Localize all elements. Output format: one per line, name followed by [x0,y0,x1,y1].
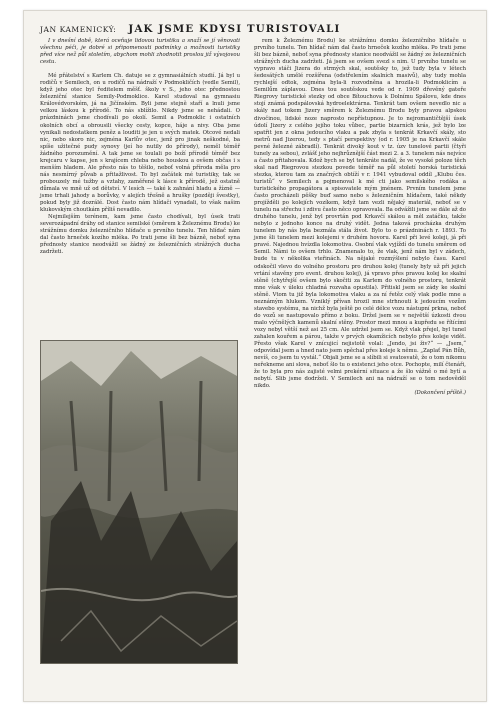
article-header [40,22,470,35]
left-paragraph-2: Nejmilejším terénem, kam jsme často chodívali, byl úsek trati severozápadní dráhy od stanice semilské (směrem k Železnému Brodu) ke strážnímu domku železničního hlídače u prvního tunelu. Ten hlídač nám dal často hrneček kozího mléka. Po trati jsme šli bez bázně, neboť syna přednosty stanice neodvážil se žádný ze železničních strážných ducha zadržeti. [40,214,240,256]
rock-forest-photo-icon [40,340,238,664]
left-paragraph-1: Mé přátelství s Karlem Ch. datuje se z gymnasiálních studií. Já byl u rodičů v Semilech, on u rodičů na nádraží v Podmokličích (vedle Semil), když jeho otec byl ředitelem měšť. školy v S., jeho otec přednostou železniční stanice Semily-Podmoklice. Karel studoval na gymnasiu Královédvorském, já na Jičínském. Byli jsme stejně staří a lnuli jsme velkou láskou k přírodě. To nás sblížilo. Nikdy jsme se nehádali. O prázdninách jsme chodívali po okolí. Semil a Podmoklic i ostatních okolních obcí a obrousili všecky cesty, kopce, háje a nivy. Oba jsme vynikali nedostatkem peněz a louditi je jen u svých matek. Otcové nedali nic, nebo skoro nic, zejména Karlův otec, jenž pro jinak neškodné, ba spíše užitečné pudy synovy (jeí ho nutily do přírody), neměl téměř žádného porozumění. A tak jsme se toulali po boží přírodě téměř bez krejcaru v kapse, jen s krajícem chleba nebo houskou a ovšem občas i s menším hladem. Ale přesto nás to těšilo, neboť volná příroda měla pro nás nesmírný půvab a přitažlivost. To byl začátek mé turistiky, tak se probouzely mé tužby a vztahy, zaměřené k lásce k přírodě, jež ostatně důmala ve mně už od dětství. V lesích — také k zahnání hladu a žízně — jsme trhali jahody a borůvky, v alejích třešně a hrušky (později švestky), pokud byly již dozrálé. Dost často nám hlídači vynadali, to však našim klukovským choutkám příliš nevadilo. [40,73,240,214]
right-column [254,38,466,397]
article-author: JAN KAMENICKÝ: [40,25,117,34]
continued-note: (Dokončení příště.) [414,390,466,397]
left-column [40,38,240,256]
right-paragraph-1: rem k Železnému Brodu) ke strážnímu domku železničního hlídače u prvního tunelu. Ten hlídač nám dal často hrneček kozího mléka. Po trati jsme šli bez bázně, neboť syna přednosty stanice neodvážil se žádný ze železničních strážných ducha zadržeti. Já jsem se ovšem svezl s nim. U prvního tunelu se vypravo stáči Jizera do strmých skal, soutěsky to, jež tudy byla v létech šedesátých umělé rozšířena (odstřelením skalních masivů), aby tudy mohla rychlejší odtok, zejména byla-li rozvodněna a hrozila-li Podmoklicím a Semilům záplavou. Dnes tou soutěskou vede od r. 1909 dřevěný gateře Riegrovy turistické stezky od obce Bítouchova k Dolnímu Spálovu, kde dnes stojí známá podspálovská hydroelektrárna. Tenkrát tam ovšem nevedlo nic a skály nad tokem Jizery směrem k Železnému Brodu byly pravou alpskou divočinou, lidské noze naprosto nepřístupnou. Je to nejromantičtější úsek údolí Jizery z celého jejího toku vůbec, partie bizarních krás, jež bylo lze spatřit jen z okna jedoucího vlaku a pak zbyla s tenkrát Krkavčí skály, sto metrů nad Jizerou, tedy s ptačí perspektivy (od r. 1905 je na Krkavčí skále pevné železné zábradlí). Tenkrát divoký kout v tz. úzv tunelové partii (čtyři tunely za sebou), zvlášť jeho nejhrůznější část mezi 2. a 3. tunelem nás nejvíce a často přitahovala. Kdož bych se byl tenkráte nadál, že ve vysoké poloze těch skal nad Riegrovou stezkou povede téměř na půl století horská turistická stezka, kterou tam za značných obtíží v r. 1941 vybudoval oddíl „Klubu čes. turistů“ v Semilech a pojmenoval k mé cti jako semilského rodáka a turistického propagátora a spisovatele mým jménem. Prvním tunelem jsme často procházeli pěšky buď samo nebo s železničním hlídačem, také někdy projížděli po kolejích vozíkem, když tam vezli nějaký materiál, neboť se v tunelu na střechu i zdivu často něco opravovala. Ba odvážili jsme se dále až do druhého tunelu, jenž byl provrtán pod Krkavčí skálou a měl zatáčku, takže nebylo z jednoho konce na druhý vidět. Jedna taková procházka druhým tunelem by nás byla bezmála stála život. Bylo to o prázdninách r. 1893. To jsme šli tunelem mezi kolejemi v druhém hovoru. Karel při levé koleji, já při pravé. Najednou hvízdla lokomotiva. Osobní vlak vyjíždí do tunelu směrem od Semil. Námi to ovšem trhlo. Znamenalo to, že vlak, jenž nám byl v zádech, bude tu v několika vteřinách. Na nějaké rozmýšlení nebylo času. Karel odskočil vlevo do volného prostoru pro druhou kolej (tunely byly už při jejich vrtání stavěny pro event. druhou kolej), já vpravo přes pravou kolej ke skalní stěně (chytřejší ovšem bylo skočiti za Karlem do volného prostoru, tenkrát mne však v úleku chladná rozvaha opustila). Přitiskl jsem se zády ke skalní stěně. Vtom tu již byla lokomotiva vlaku a za ní řetěz celý vlak podle mne a neznámým hlukem. Vzniklý přívan hrozil mne strhnouti k jedoucím vozům stavebo systému, na nichž byla ještě po celé délce vozu nástupní prkna, neboť do vozů se nastupovalo přímo z boku. Držel jsem se v největší úzkosti dvou malo výčnělých kamenů skalní stěny. Prostor mezi mnou a kupředu se řítícími vozy nebyl větší než asi 25 cm. Ale udržel jsem se. Když vlak přejel, byl tunel zahalen kouřem a párou, takže v prvých okamžicích nebylo přes koleje vidět. Přesto však Karel v znícujicí nejistotě volal: „Jendo, jsi živ?“ — „Jsem,“ odpovídal jsem a hned nato jsem spěchal přes koleje k němu. „Zaplať Pán Bůh, nevíš, co jsem tu vystál.“ Objali jsme se a slíbili si svatosvatě, že o tom nikomu neřekneme ani slova, neboť šlo tu o existenci jeho otce. Pochopte, milí čtenáři, že to byla pro nás zajisté velmi prekérní situace a že šlo vážně o mé bytí a nebytí. Slib jsme dodrželi. V Semilech ani na nádraží se o tom nedověděl nikdo. [254,38,466,390]
article-intro: I v dnešní době, která oceňuje lidovou turistiku a snaží se jí věnovati všechnu péči, je dobré si připomenouti podmínky a možnosti turistiky před více než půl stoletím, abychom mohli zhodnotit proslou již vývojovou cestu. [40,38,240,66]
article-title: JAK JSME KDYSI TURISTOVALI [128,23,341,35]
